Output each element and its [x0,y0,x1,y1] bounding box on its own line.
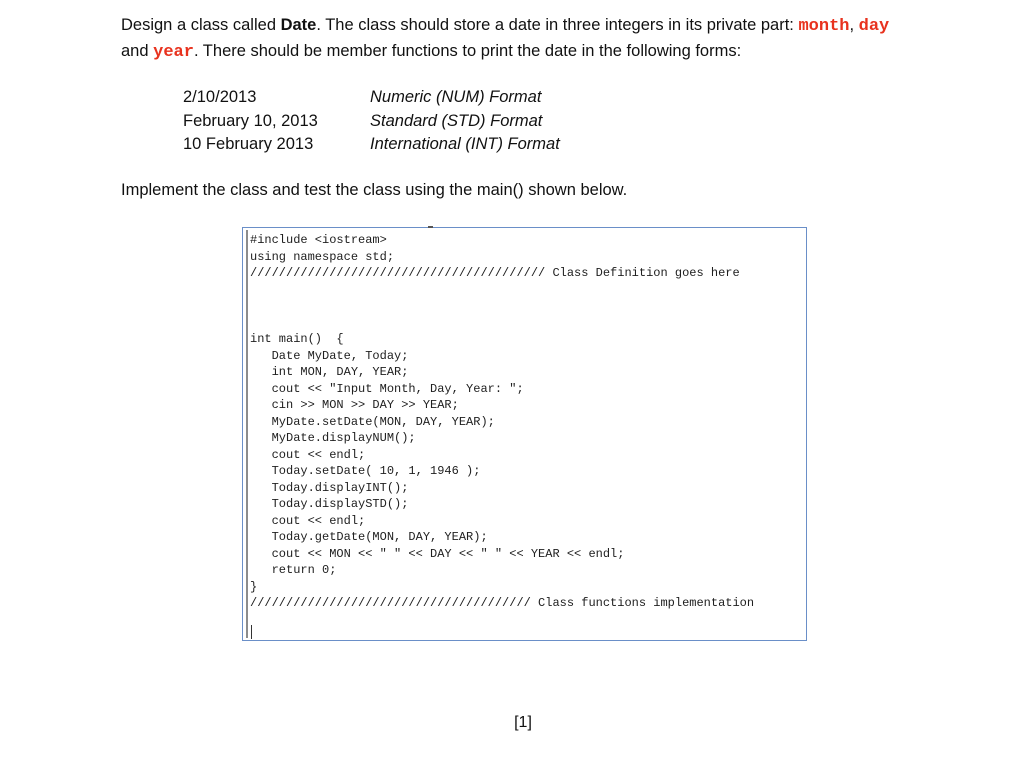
code-line: ///////////////////////////////////////// Class Definition goes here [250,266,740,280]
format-example: 10 February 2013 [183,135,314,153]
code-line: #include <iostream> [250,233,387,247]
member-year: year [153,43,194,62]
code-line [250,282,754,299]
code-line: using namespace std; [250,249,395,264]
code-line: int MON, DAY, YEAR; [250,365,409,379]
code-line: cout << endl; [250,513,366,528]
code-line: /////////////////////////////////////// Class functions implementation [250,596,755,610]
format-row [183,133,560,157]
code-line: return 0; [250,563,337,577]
code-line: Date MyDate, Today; [250,348,409,363]
code-gutter-line [246,230,248,638]
code-line: cout << MON << " " << DAY << " " << YEAR << endl; [250,546,625,561]
format-name: Numeric (NUM) Format [370,88,542,106]
code-line: Today.displaySTD(); [250,497,409,511]
format-row [183,86,560,110]
code-text [250,232,754,612]
format-example: 2/10/2013 [183,88,257,106]
format-name: Standard (STD) Format [370,111,543,130]
code-line: } [250,579,258,594]
code-listing [242,227,807,641]
problem-intro: Design a class called Date. The class should store a date in three integers in its private part: month, day and year. There should be member functions to print the date in the following forms: [121,16,890,62]
class-name: Date [280,16,317,34]
format-example: February 10, 2013 [183,111,318,130]
code-line: MyDate.displayNUM(); [250,431,416,445]
format-row [183,110,560,134]
code-line [250,298,754,315]
code-line [250,315,754,332]
instruction-text: Implement the class and test the class using the main() shown below. [121,181,628,199]
code-line: cout << endl; [250,447,366,462]
footnote-marker: [1] [514,714,532,731]
code-line: MyDate.setDate(MON, DAY, YEAR); [250,414,495,429]
code-line: Today.setDate( 10, 1, 1946 ); [250,464,481,478]
code-line: int main() { [250,332,344,346]
format-name: International (INT) Format [370,135,560,153]
text-cursor [251,625,252,639]
code-line: Today.getDate(MON, DAY, YEAR); [250,530,488,544]
code-line: cin >> MON >> DAY >> YEAR; [250,398,459,412]
code-line: Today.displayINT(); [250,480,409,495]
code-box-top-mark [428,226,433,228]
date-format-list [183,86,560,157]
code-line: cout << "Input Month, Day, Year: "; [250,381,524,396]
member-day: day [858,17,890,36]
member-month: month [798,17,850,36]
